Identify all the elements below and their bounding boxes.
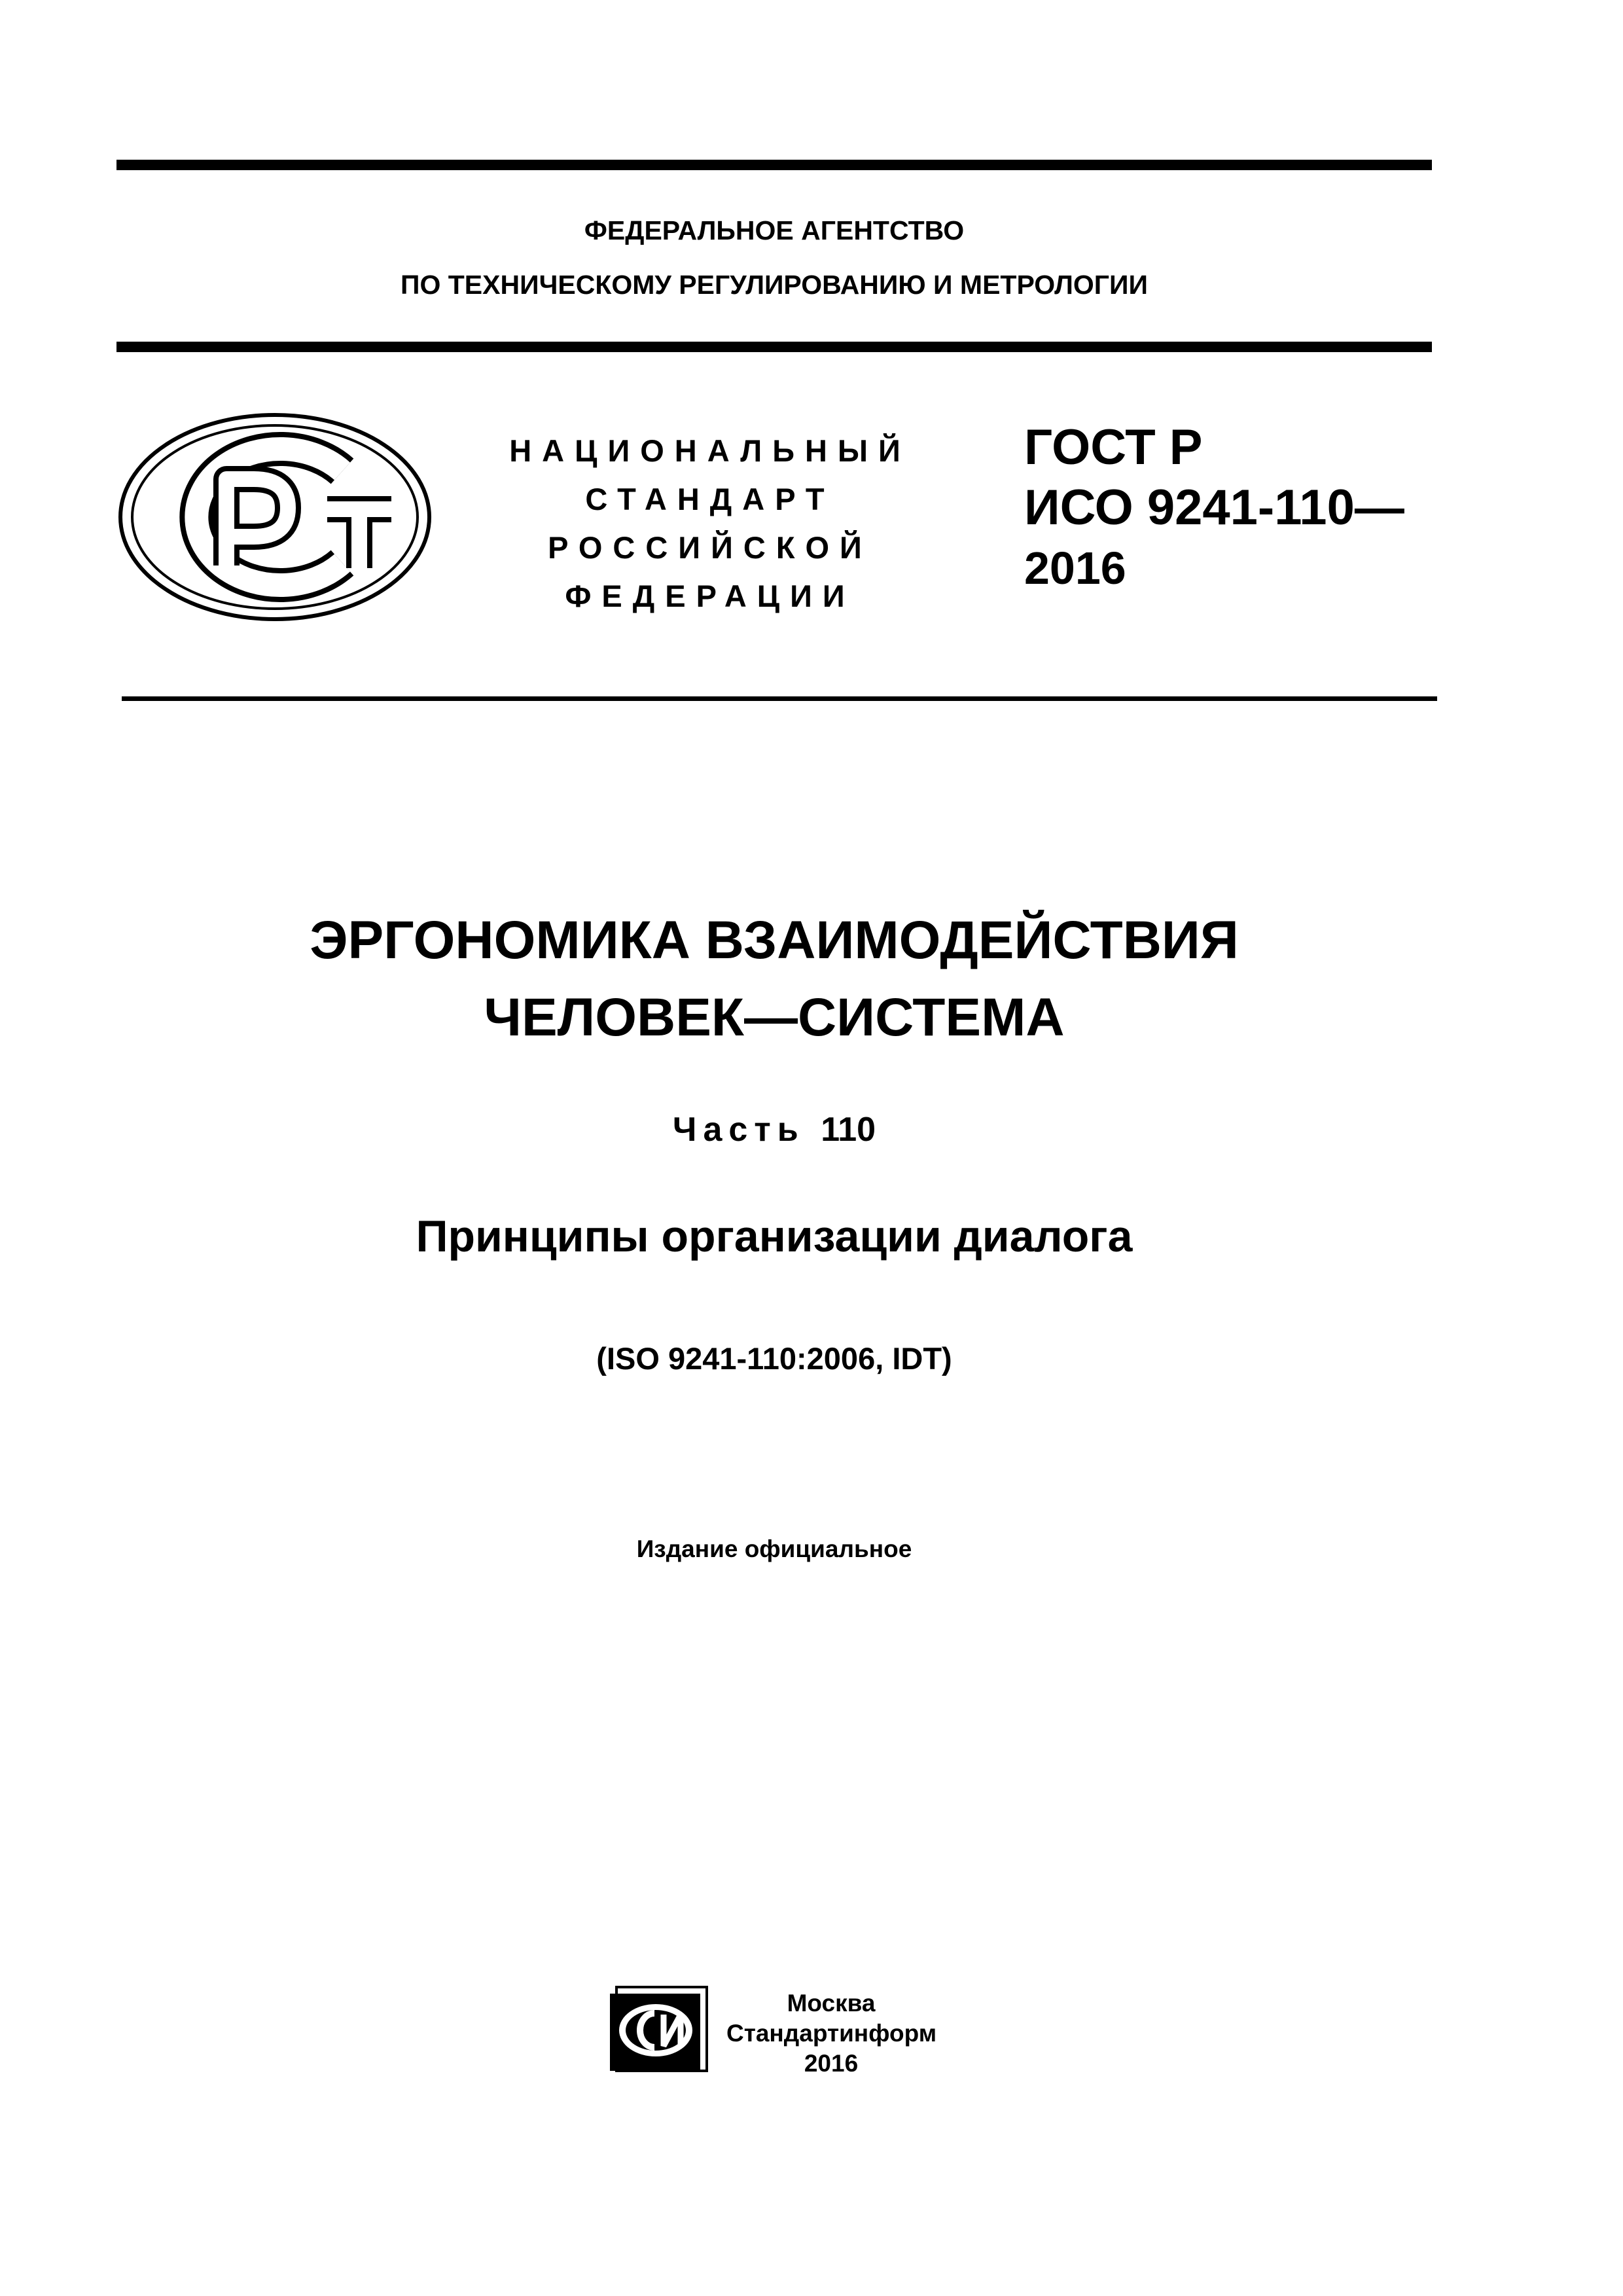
national-standard-line-1: НАЦИОНАЛЬНЫЙ <box>509 433 911 468</box>
national-standard-line-3: РОССИЙСКОЙ <box>548 530 872 565</box>
national-standard-line-2: СТАНДАРТ <box>585 482 835 516</box>
publisher-name: Стандартинформ <box>726 2020 937 2047</box>
document-title-line-1: ЭРГОНОМИКА ВЗАИМОДЕЙСТВИЯ <box>310 910 1239 970</box>
iso-reference: (ISO 9241-110:2006, IDT) <box>596 1341 952 1376</box>
rst-mark-icon <box>116 411 433 623</box>
national-standard-label <box>497 427 923 620</box>
publisher-city: Москва <box>787 1990 876 2017</box>
designation-rule <box>122 696 1437 701</box>
designation-line-1: ГОСТ Р <box>1024 420 1203 475</box>
standartinform-logo-icon <box>607 1984 709 2073</box>
agency-name-line-2: ПО ТЕХНИЧЕСКОМУ РЕГУЛИРОВАНИЮ И МЕТРОЛОГИИ <box>401 270 1148 300</box>
edition-note: Издание официальное <box>636 1535 912 1562</box>
header-rule <box>116 342 1432 352</box>
document-subtitle: Принципы организации диалога <box>416 1211 1133 1261</box>
designation-line-2: ИСО 9241-110— <box>1024 480 1404 535</box>
publisher-imprint <box>726 1988 936 2079</box>
document-title <box>116 902 1432 1056</box>
document-title-line-2: ЧЕЛОВЕК—СИСТЕМА <box>484 988 1065 1047</box>
top-rule <box>116 160 1432 170</box>
publisher-year: 2016 <box>804 2050 859 2077</box>
part-heading <box>116 1113 1432 1147</box>
agency-name-line-1: ФЕДЕРАЛЬНОЕ АГЕНТСТВО <box>584 215 965 245</box>
part-label: Часть <box>672 1111 805 1149</box>
standard-designation <box>1024 418 1430 598</box>
national-standard-line-4: ФЕДЕРАЦИИ <box>565 579 855 613</box>
part-number: 110 <box>821 1111 876 1149</box>
designation-line-3: 2016 <box>1024 543 1126 594</box>
